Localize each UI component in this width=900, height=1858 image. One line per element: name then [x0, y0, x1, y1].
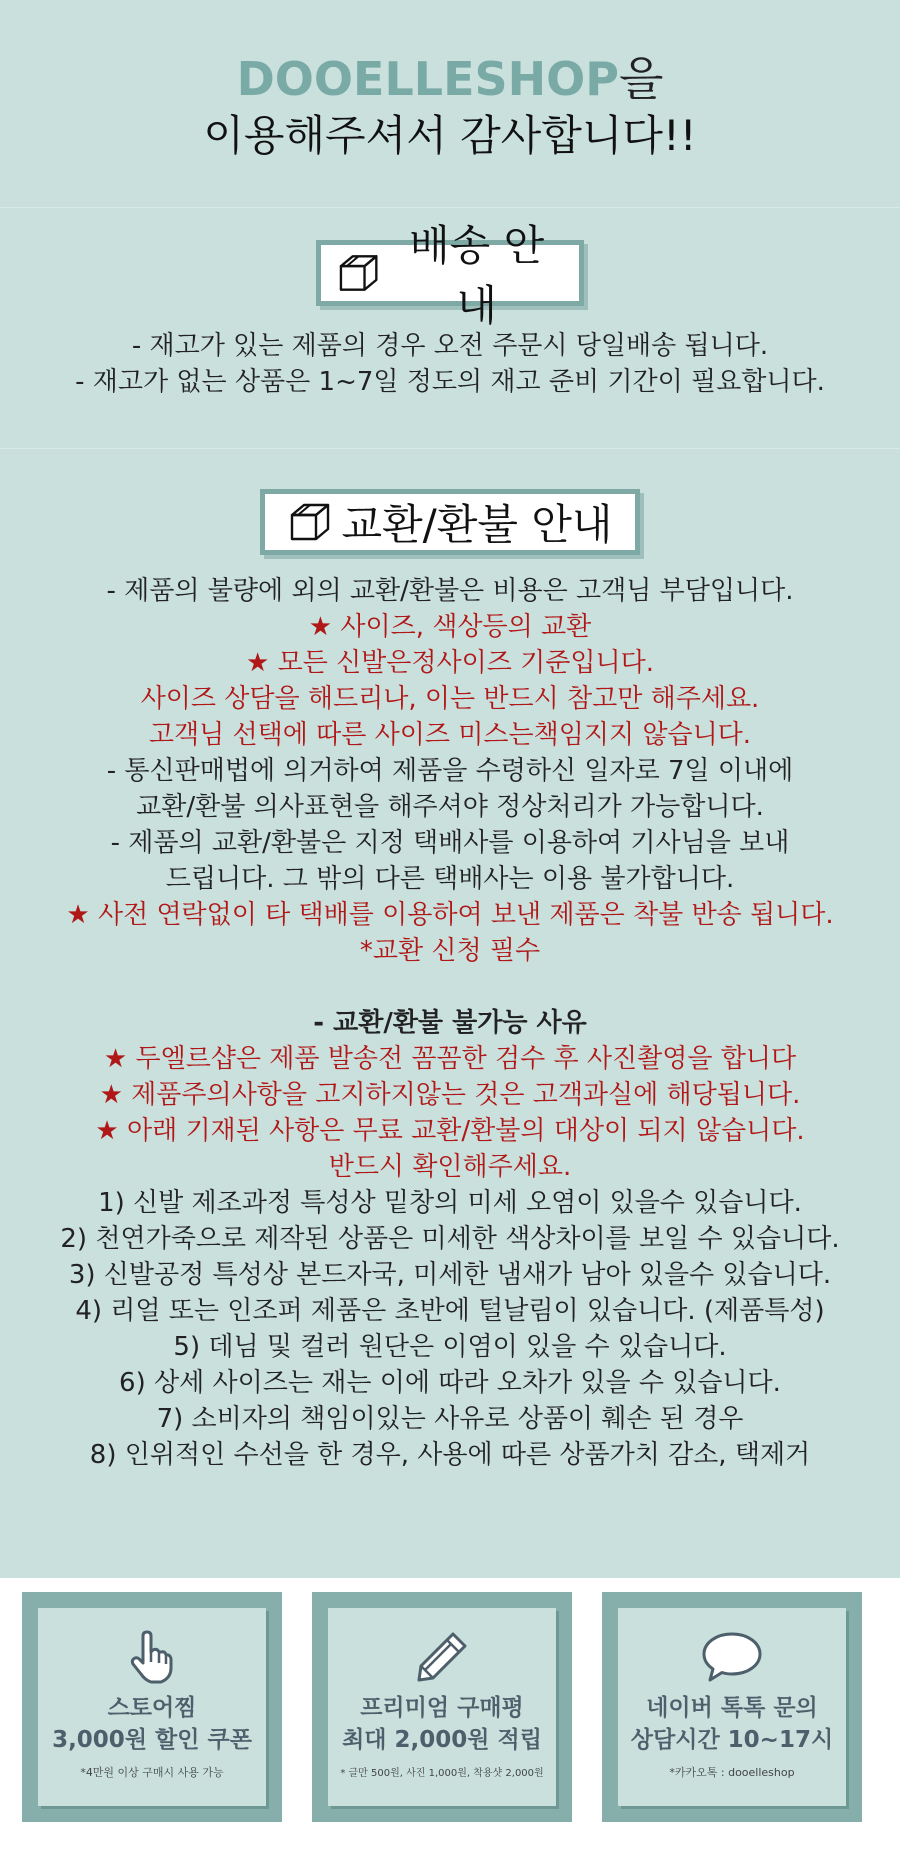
- no-return-item: 2) 천연가죽으로 제작된 상품은 미세한 색상차이를 보일 수 있습니다.: [60, 1224, 840, 1254]
- premium-review-note: * 글만 500원, 사진 1,000원, 착용샷 2,000원: [340, 1768, 544, 1779]
- welcome-message: 이용해주셔서 감사합니다!!: [203, 111, 697, 160]
- store-coupon-title: [38, 1692, 266, 1756]
- no-return-note: 반드시 확인해주세요.: [328, 1152, 572, 1182]
- shipping-title-box: [316, 221, 584, 330]
- shipping-line: - 재고가 없는 상품은 1~7일 정도의 재고 준비 기간이 필요합니다.: [75, 367, 825, 397]
- premium-review-card-inner[interactable]: [328, 1608, 556, 1806]
- no-return-note: ★ 제품주의사항을 고지하지않는 것은 고객과실에 해당됩니다.: [99, 1080, 801, 1110]
- exchange-line-notice: *교환 신청 필수: [359, 936, 541, 966]
- premium-review-card[interactable]: [312, 1592, 572, 1822]
- no-return-item: 4) 리얼 또는 인조퍼 제품은 초반에 털날림이 있습니다. (제품특성): [75, 1296, 825, 1326]
- naver-talk-note: *카카오톡 : dooelleshop: [669, 1766, 795, 1779]
- header: [0, 0, 900, 208]
- exchange-line: - 제품의 교환/환불은 지정 택배사를 이용하여 기사님을 보내: [110, 828, 790, 858]
- exchange-line-notice: ★ 모든 신발은정사이즈 기준입니다.: [246, 648, 654, 678]
- exchange-line-notice: 사이즈 상담을 해드리나, 이는 반드시 참고만 해주세요.: [140, 684, 760, 714]
- naver-talk-card-inner[interactable]: [618, 1608, 846, 1806]
- exchange-title: 교환/환불 안내: [341, 500, 613, 549]
- no-return-item: 8) 인위적인 수선을 한 경우, 사용에 따른 상품가치 감소, 택제거: [89, 1440, 811, 1470]
- exchange-line: 교환/환불 의사표현을 해주셔야 정상처리가 가능합니다.: [136, 792, 764, 822]
- shipping-section: [0, 208, 900, 449]
- no-return-item: 3) 신발공정 특성상 본드자국, 미세한 냄새가 남아 있을수 있습니다.: [68, 1260, 832, 1290]
- premium-review-title-line: 최대 2,000원 적립: [342, 1727, 542, 1753]
- box-icon: [337, 252, 380, 294]
- footer-banners: [0, 1578, 900, 1858]
- spacer: [0, 969, 900, 1005]
- no-return-note: ★ 아래 기재된 사항은 무료 교환/환불의 대상이 되지 않습니다.: [95, 1116, 805, 1146]
- no-return-note: ★ 두엘르샵은 제품 발송전 꼼꼼한 검수 후 사진촬영을 합니다: [103, 1044, 797, 1074]
- no-return-item: 5) 데님 및 컬러 원단은 이염이 있을 수 있습니다.: [173, 1332, 727, 1362]
- brand-name: DOOELLESHOP: [236, 52, 619, 106]
- naver-talk-card[interactable]: [602, 1592, 862, 1822]
- exchange-line: - 제품의 불량에 외의 교환/환불은 비용은 고객님 부담입니다.: [106, 576, 794, 606]
- exchange-line: - 통신판매법에 의거하여 제품을 수령하신 일자로 7일 이내에: [106, 756, 794, 786]
- brand-line: [0, 0, 900, 108]
- exchange-line-notice: 고객님 선택에 따른 사이즈 미스는책임지지 않습니다.: [148, 720, 752, 750]
- exchange-line: 드립니다. 그 밖의 다른 택배사는 이용 불가합니다.: [165, 864, 735, 894]
- brand-suffix: 을: [618, 52, 664, 106]
- store-coupon-title-line: 스토어찜: [107, 1695, 197, 1721]
- exchange-line-notice: ★ 사전 연락없이 타 택배를 이용하여 보낸 제품은 착불 반송 됩니다.: [66, 900, 834, 930]
- shipping-title: 배송 안내: [409, 221, 545, 330]
- no-return-item: 6) 상세 사이즈는 재는 이에 따라 오차가 있을 수 있습니다.: [119, 1368, 781, 1398]
- shipping-lines: [0, 328, 900, 400]
- speech-bubble-icon: [700, 1630, 764, 1684]
- premium-review-title-line: 프리미엄 구매평: [360, 1695, 524, 1721]
- no-return-title: - 교환/환불 불가능 사유: [313, 1008, 587, 1038]
- exchange-section: [0, 449, 900, 1577]
- exchange-lines: [0, 573, 900, 1473]
- box-icon: [288, 501, 332, 543]
- exchange-line-notice: ★ 사이즈, 색상등의 교환: [308, 612, 592, 642]
- pencil-icon: [415, 1630, 469, 1684]
- store-coupon-card[interactable]: [22, 1592, 282, 1822]
- no-return-item: 1) 신발 제조과정 특성상 밑창의 미세 오염이 있을수 있습니다.: [98, 1188, 802, 1218]
- premium-review-title: [328, 1692, 556, 1756]
- store-coupon-card-inner[interactable]: [38, 1608, 266, 1806]
- store-coupon-title-line: 3,000원 할인 쿠폰: [52, 1727, 252, 1753]
- naver-talk-title: [618, 1692, 846, 1756]
- naver-talk-title-line: 네이버 톡톡 문의: [646, 1695, 818, 1721]
- store-coupon-note: *4만원 이상 구매시 사용 가능: [80, 1766, 224, 1779]
- naver-talk-title-line: 상담시간 10~17시: [630, 1727, 834, 1753]
- hand-pointer-icon: [129, 1630, 175, 1684]
- no-return-item: 7) 소비자의 책임이있는 사유로 상품이 훼손 된 경우: [156, 1404, 744, 1434]
- exchange-title-box: [260, 489, 640, 555]
- shipping-line: - 재고가 있는 제품의 경우 오전 주문시 당일배송 됩니다.: [131, 331, 769, 361]
